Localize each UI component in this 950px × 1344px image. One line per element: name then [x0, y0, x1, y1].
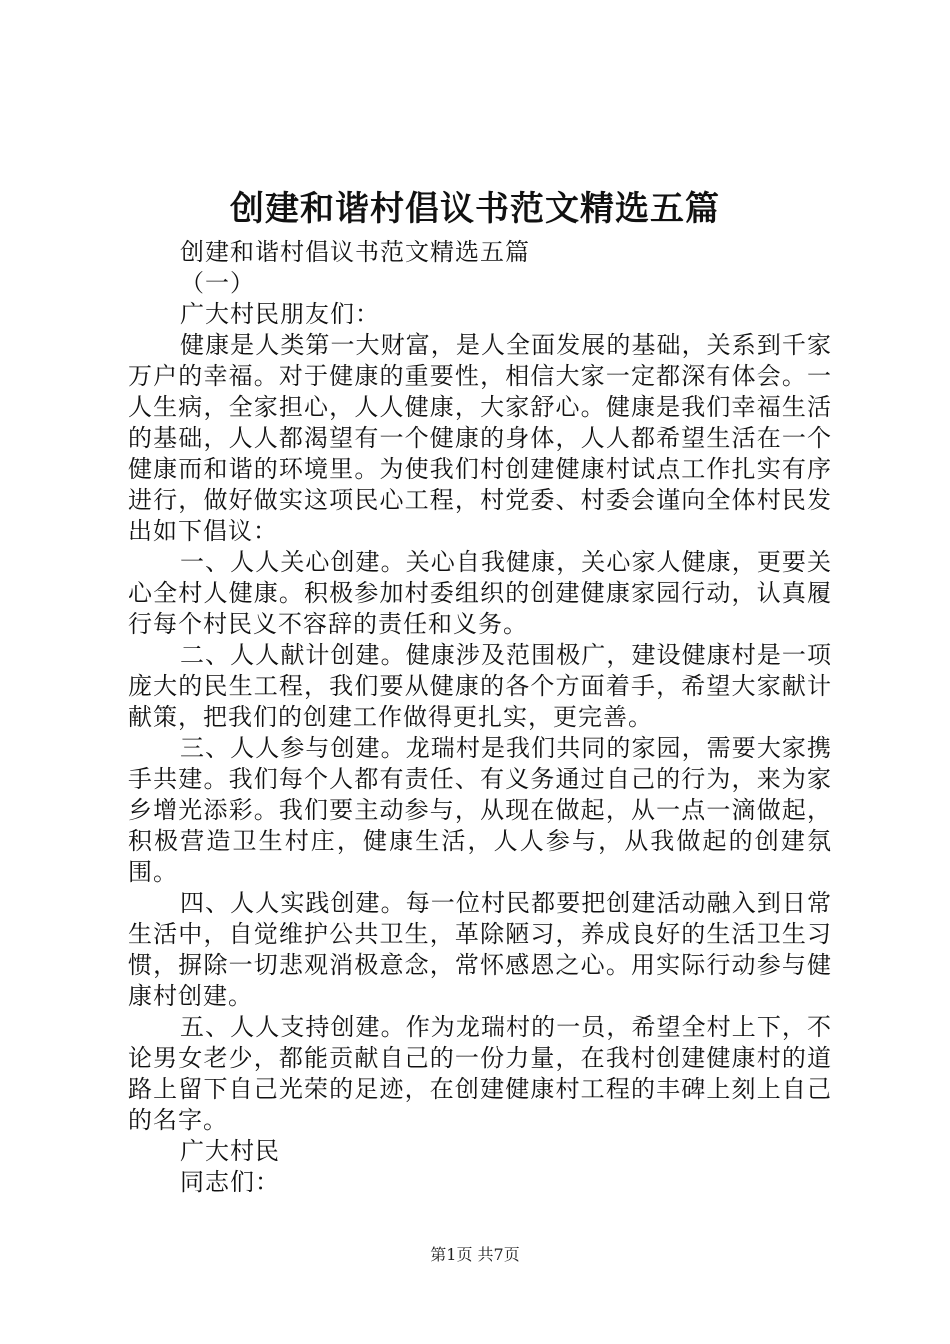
closing-line-1: 广大村民	[180, 1137, 280, 1165]
section-number: （一）	[180, 269, 255, 297]
document-body	[128, 237, 832, 1198]
closing-line-2: 同志们：	[180, 1168, 280, 1196]
paragraph-item-5: 五、人人支持创建。作为龙瑞村的一员，希望全村上下，不论男女老少，都能贡献自己的一份力量，在我村创建健康村的道路上留下自己光荣的足迹，在创建健康村工程的丰碑上刻上自己的名字。	[128, 1013, 832, 1134]
page-number-footer: 第1页 共7页	[430, 1245, 520, 1264]
subtitle-line: 创建和谐村倡议书范文精选五篇	[180, 238, 530, 266]
document-title: 创建和谐村倡议书范文精选五篇	[230, 189, 720, 229]
salutation: 广大村民朋友们：	[180, 300, 380, 328]
paragraph-intro: 健康是人类第一大财富，是人全面发展的基础，关系到千家万户的幸福。对于健康的重要性，相信大家一定都深有体会。一人生病，全家担心，人人健康，大家舒心。健康是我们幸福生活的基础，人人都渴望有一个健康的身体，人人都希望生活在一个健康而和谐的环境里。为使我们村创建健康村试点工作扎实有序进行，做好做实这项民心工程，村党委、村委会谨向全体村民发出如下倡议：	[128, 331, 832, 545]
paragraph-item-1: 一、人人关心创建。关心自我健康，关心家人健康，更要关心全村人健康。积极参加村委组织的创建健康家园行动，认真履行每个村民义不容辞的责任和义务。	[128, 548, 832, 638]
paragraph-item-4: 四、人人实践创建。每一位村民都要把创建活动融入到日常生活中，自觉维护公共卫生，革除陋习，养成良好的生活卫生习惯，摒除一切悲观消极意念，常怀感恩之心。用实际行动参与健康村创建。	[128, 889, 832, 1010]
paragraph-item-2: 二、人人献计创建。健康涉及范围极广，建设健康村是一项庞大的民生工程，我们要从健康的各个方面着手，希望大家献计献策，把我们的创建工作做得更扎实，更完善。	[128, 641, 832, 731]
paragraph-item-3: 三、人人参与创建。龙瑞村是我们共同的家园，需要大家携手共建。我们每个人都有责任、有义务通过自己的行为，来为家乡增光添彩。我们要主动参与，从现在做起，从一点一滴做起，积极营造卫生村庄，健康生活，人人参与，从我做起的创建氛围。	[128, 734, 832, 886]
